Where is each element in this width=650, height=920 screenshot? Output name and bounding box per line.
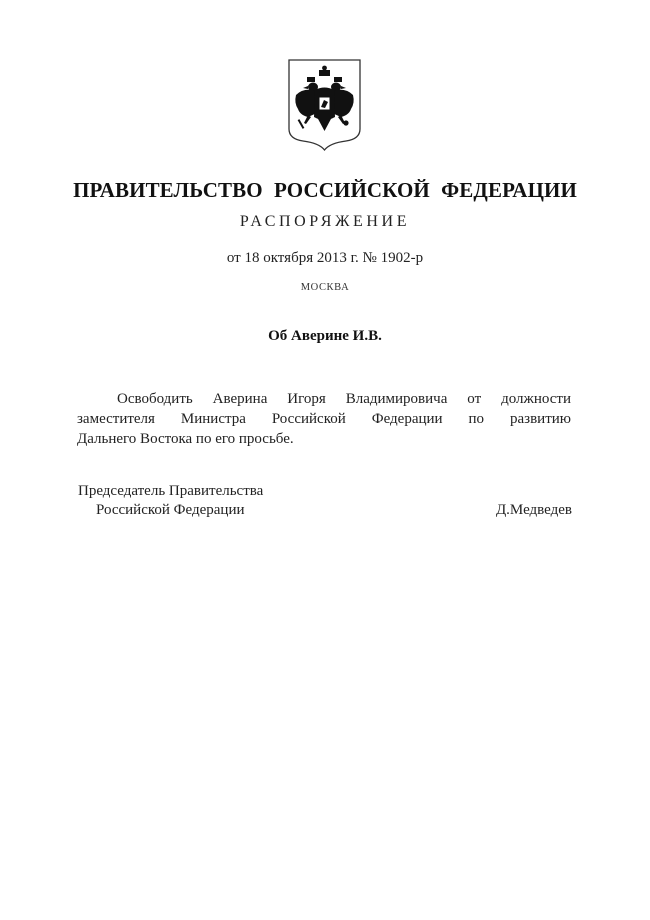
- issuer-title: ПРАВИТЕЛЬСТВО РОССИЙСКОЙ ФЕДЕРАЦИИ: [73, 178, 577, 202]
- body-line-2: заместителя Министра Российской Федерации по развитию: [77, 411, 571, 427]
- signatory-title-line-1: Председатель Правительства: [78, 483, 264, 499]
- document-date-number: от 18 октября 2013 г. № 1902-р: [226, 250, 424, 266]
- document-city: МОСКВА: [300, 282, 350, 293]
- document-body: [77, 389, 571, 449]
- signature-block: [78, 482, 572, 520]
- document-type: РАСПОРЯЖЕНИЕ: [239, 213, 411, 230]
- signatory-name: Д.Медведев: [495, 502, 572, 518]
- body-line-1: Освободить Аверина Игоря Владимировича от должности: [117, 391, 571, 407]
- document-subject: Об Аверине И.В.: [268, 328, 382, 344]
- coat-of-arms-icon: [286, 57, 363, 153]
- signatory-title-line-2: Российской Федерации: [96, 502, 245, 518]
- body-line-3: Дальнего Востока по его просьбе.: [77, 431, 294, 447]
